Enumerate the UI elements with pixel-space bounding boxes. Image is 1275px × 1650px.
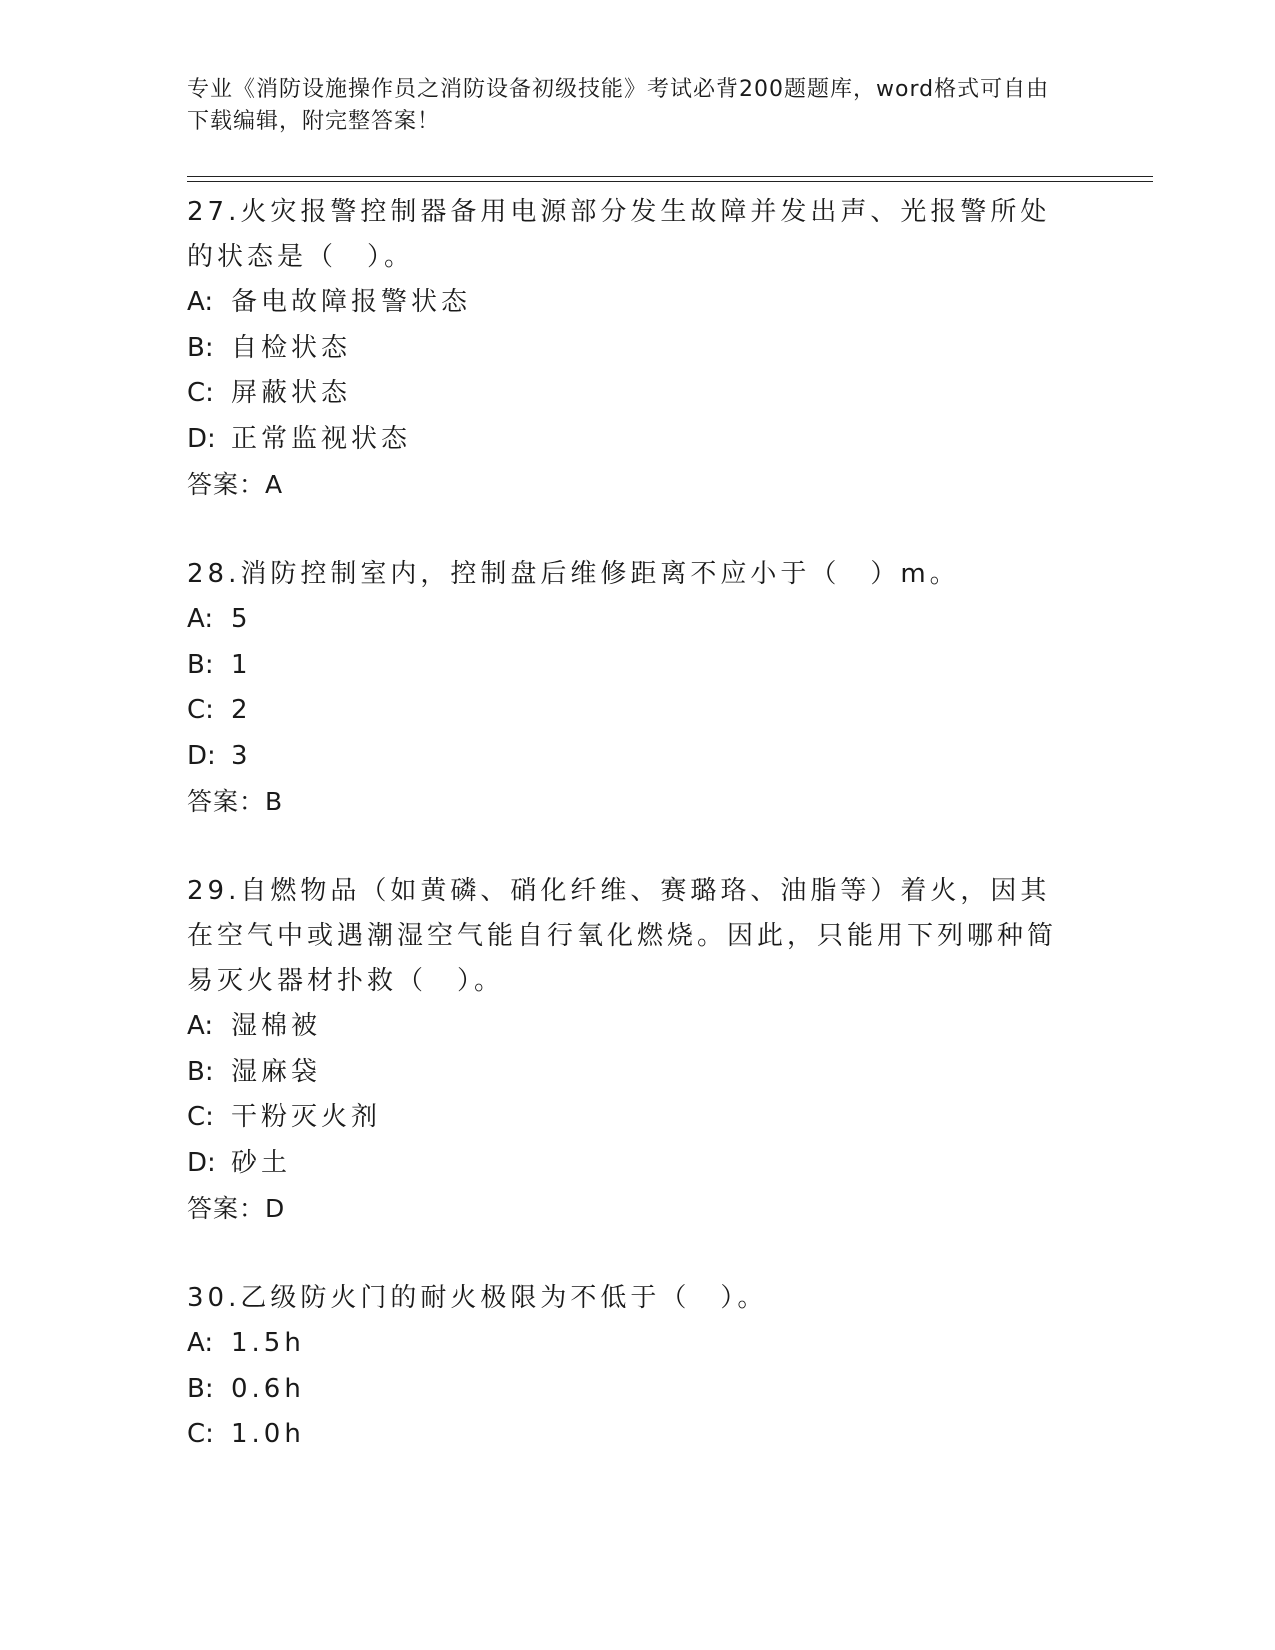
option-letter: A: [187,1011,214,1041]
option-letter: D: [187,1147,216,1178]
option-b [187,643,1077,689]
option-text: 湿麻袋 [231,1056,322,1087]
option-d [187,1141,1077,1187]
option-text: 3 [231,740,252,771]
option-text: 1.0h [231,1419,305,1449]
answer-line: 答案：A [187,470,284,499]
option-letter: B: [187,332,214,363]
option-text: 正常监视状态 [231,423,412,454]
option-text: 0.6h [231,1373,305,1404]
option-letter: A: [187,1328,214,1358]
header-divider-top [187,176,1153,177]
option-c [187,371,1077,417]
option-letter: C: [187,1419,214,1449]
question-27 [187,190,1077,507]
option-text: 屏蔽状态 [231,378,352,408]
option-text: 1 [231,649,252,680]
question-stem: 30.乙级防火门的耐火极限为不低于（ ）。 [187,1283,768,1313]
option-b [187,1367,1077,1413]
document-header: 专业《消防设施操作员之消防设备初级技能》考试必背200题题库，word格式可自由下载编辑，附完整答案！ [187,77,1050,134]
option-letter: B: [187,1373,214,1404]
question-29 [187,869,1077,1231]
option-letter: C: [187,695,214,725]
answer-line: 答案：B [187,787,284,816]
option-letter: D: [187,740,216,771]
question-stem: 27.火灾报警控制器备用电源部分发生故障并发出声、光报警所处的状态是（ ）。 [187,197,1051,272]
option-c [187,1095,1077,1141]
option-d [187,417,1077,463]
question-stem: 29.自燃物品（如黄磷、硝化纤维、赛璐珞、油脂等）着火，因其在空气中或遇潮湿空气能自行氧化燃烧。因此，只能用下列哪种简易灭火器材扑救（ ）。 [187,876,1058,996]
question-list [187,190,1077,1503]
option-letter: C: [187,378,214,408]
option-text: 1.5h [231,1328,305,1358]
option-a [187,280,1077,326]
option-c [187,1412,1077,1458]
option-letter: D: [187,423,216,454]
option-letter: A: [187,287,214,317]
question-stem: 28.消防控制室内，控制盘后维修距离不应小于（ ）m。 [187,559,960,589]
option-letter: B: [187,649,214,680]
option-d [187,734,1077,780]
option-letter: A: [187,604,214,634]
option-a [187,1004,1077,1050]
option-c [187,688,1077,734]
answer-line: 答案：D [187,1194,286,1223]
option-text: 干粉灭火剂 [231,1102,382,1132]
option-text: 2 [231,695,252,725]
option-text: 湿棉被 [231,1011,322,1041]
option-b [187,326,1077,372]
option-b [187,1050,1077,1096]
option-a [187,597,1077,643]
option-letter: C: [187,1102,214,1132]
header-divider-bottom [187,181,1153,182]
option-text: 自检状态 [231,332,352,363]
option-a [187,1321,1077,1367]
option-text: 砂土 [231,1147,292,1178]
question-30 [187,1276,1077,1458]
option-letter: B: [187,1056,214,1087]
question-28 [187,552,1077,824]
option-text: 5 [231,604,252,634]
option-text: 备电故障报警状态 [231,287,472,317]
